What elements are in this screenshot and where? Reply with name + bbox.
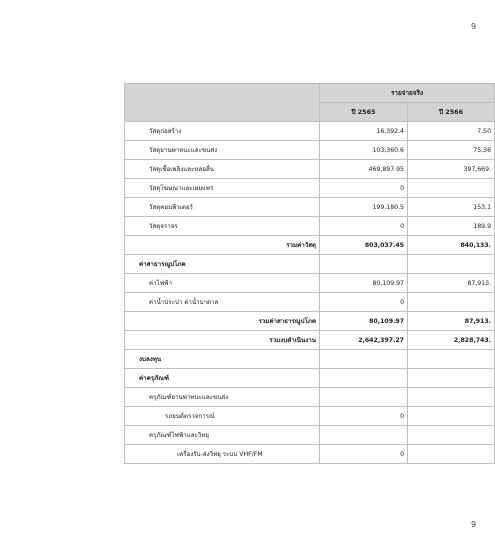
row-value-2565: [320, 426, 408, 445]
table-row: [125, 160, 495, 179]
row-label: ครุภัณฑ์ยานพาหนะและขนส่ง: [125, 388, 320, 407]
subtotal-row: [125, 236, 495, 255]
row-value-2566: [408, 388, 495, 407]
row-label: วัสดุจราจร: [125, 217, 320, 236]
row-value-2565: 0: [320, 445, 408, 464]
row-value-2565: 2,642,397.27: [320, 331, 408, 350]
row-value-2565: 803,037.45: [320, 236, 408, 255]
row-value-2566: [408, 445, 495, 464]
row-value-2565: [320, 369, 408, 388]
row-value-2565: [320, 255, 408, 274]
row-value-2566: [408, 426, 495, 445]
header-year-2565: ปี 2565: [320, 103, 408, 122]
section-row: [125, 350, 495, 369]
row-value-2566: [408, 369, 495, 388]
row-value-2566: [408, 179, 495, 198]
budget-table: [124, 83, 495, 464]
row-label: รถยนต์ตรวจการณ์: [125, 407, 320, 426]
row-value-2566: 189,9: [408, 217, 495, 236]
row-value-2566: [408, 350, 495, 369]
row-label: ค่าน้ำประปา ค่าน้ำบาดาล: [125, 293, 320, 312]
row-value-2565: 469,897.95: [320, 160, 408, 179]
row-label: วัสดุเชื้อเพลิงและหล่อลื่น: [125, 160, 320, 179]
row-label: วัสดุยานพาหนะและขนส่ง: [125, 141, 320, 160]
row-label: เครื่องรับ-ส่งวิทยุ ระบบ VHF/FM: [125, 445, 320, 464]
row-value-2566: 75,36: [408, 141, 495, 160]
row-value-2566: [408, 293, 495, 312]
row-value-2565: 80,109.97: [320, 312, 408, 331]
row-label: ค่าสาธารณูปโภค: [125, 255, 320, 274]
row-value-2565: 0: [320, 179, 408, 198]
row-value-2565: 199,180.5: [320, 198, 408, 217]
row-label: รวมค่าวัสดุ: [125, 236, 320, 255]
page-number-top: 9: [471, 22, 477, 31]
table-row: [125, 293, 495, 312]
row-value-2565: 103,360.6: [320, 141, 408, 160]
table-row: [125, 388, 495, 407]
page-number-bottom: 9: [471, 520, 477, 529]
row-value-2566: 87,913.: [408, 312, 495, 331]
table-row: [125, 179, 495, 198]
row-label: รวมค่าสาธารณูปโภค: [125, 312, 320, 331]
table-row: [125, 445, 495, 464]
row-label: ครุภัณฑ์ไฟฟ้าและวิทยุ: [125, 426, 320, 445]
header-actual-expense: รายจ่ายจริง: [320, 84, 495, 103]
row-label: วัสดุคอมพิวเตอร์: [125, 198, 320, 217]
table-row: [125, 141, 495, 160]
table-row: [125, 426, 495, 445]
row-value-2565: 0: [320, 293, 408, 312]
row-value-2566: [408, 407, 495, 426]
header-blank-cell: [125, 84, 320, 122]
header-year-2566: ปี 2566: [408, 103, 495, 122]
table-row: [125, 274, 495, 293]
section-row: [125, 369, 495, 388]
row-value-2566: 87,913.: [408, 274, 495, 293]
row-value-2565: 0: [320, 217, 408, 236]
row-value-2566: [408, 255, 495, 274]
row-value-2565: 80,109.97: [320, 274, 408, 293]
row-label: งบลงทุน: [125, 350, 320, 369]
row-label: วัสดุโฆษณาและเผยแพร่: [125, 179, 320, 198]
subtotal-row: [125, 312, 495, 331]
total-row: [125, 331, 495, 350]
table-row: [125, 198, 495, 217]
row-label: ค่าไฟฟ้า: [125, 274, 320, 293]
table-row: [125, 217, 495, 236]
row-label: รวมงบดำเนินงาน: [125, 331, 320, 350]
table-row: [125, 122, 495, 141]
row-value-2565: 0: [320, 407, 408, 426]
row-value-2565: 16,392.4: [320, 122, 408, 141]
row-value-2566: 7,50: [408, 122, 495, 141]
row-value-2565: [320, 350, 408, 369]
row-value-2566: 2,828,743.: [408, 331, 495, 350]
row-value-2566: 153,1: [408, 198, 495, 217]
row-value-2565: [320, 388, 408, 407]
row-value-2566: 840,133.: [408, 236, 495, 255]
section-row: [125, 255, 495, 274]
row-value-2566: 397,669.: [408, 160, 495, 179]
table-header-row: [125, 84, 495, 103]
row-label: วัสดุก่อสร้าง: [125, 122, 320, 141]
row-label: ค่าครุภัณฑ์: [125, 369, 320, 388]
table-row: [125, 407, 495, 426]
